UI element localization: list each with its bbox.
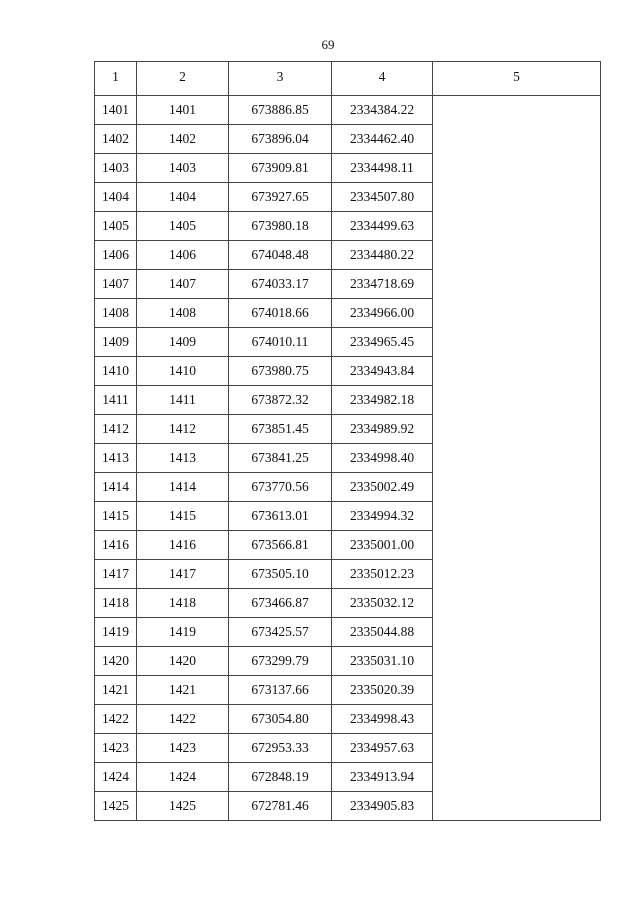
cell-point-id: 1421 [137,676,229,705]
cell-coordinate-x: 673927.65 [229,183,332,212]
cell-coordinate-y: 2335044.88 [332,618,433,647]
cell-point-id: 1417 [137,560,229,589]
cell-coordinate-x: 673980.18 [229,212,332,241]
cell-coordinate-x: 674033.17 [229,270,332,299]
cell-point-id: 1423 [137,734,229,763]
cell-point-number: 1408 [95,299,137,328]
cell-coordinate-x: 673137.66 [229,676,332,705]
cell-point-number: 1407 [95,270,137,299]
table-body [95,96,601,821]
cell-point-id: 1414 [137,473,229,502]
cell-point-id: 1401 [137,96,229,125]
cell-point-id: 1411 [137,386,229,415]
cell-point-id: 1419 [137,618,229,647]
cell-point-number: 1409 [95,328,137,357]
cell-coordinate-y: 2334998.40 [332,444,433,473]
cell-point-number: 1401 [95,96,137,125]
cell-coordinate-x: 672953.33 [229,734,332,763]
cell-point-id: 1406 [137,241,229,270]
cell-point-number: 1418 [95,589,137,618]
cell-point-id: 1413 [137,444,229,473]
cell-coordinate-x: 674018.66 [229,299,332,328]
cell-coordinate-y: 2335020.39 [332,676,433,705]
cell-coordinate-x: 673425.57 [229,618,332,647]
cell-coordinate-y: 2334994.32 [332,502,433,531]
cell-coordinate-y: 2335002.49 [332,473,433,502]
page-number: 69 [321,37,335,52]
cell-coordinate-y: 2334384.22 [332,96,433,125]
cell-coordinate-y: 2335012.23 [332,560,433,589]
cell-point-number: 1425 [95,792,137,821]
cell-coordinate-y: 2334982.18 [332,386,433,415]
cell-point-number: 1416 [95,531,137,560]
cell-coordinate-x: 673566.81 [229,531,332,560]
cell-point-id: 1418 [137,589,229,618]
cell-point-number: 1403 [95,154,137,183]
cell-coordinate-y: 2334998.43 [332,705,433,734]
cell-point-id: 1412 [137,415,229,444]
column-header-2: 2 [137,62,229,96]
cell-point-number: 1406 [95,241,137,270]
cell-coordinate-x: 673054.80 [229,705,332,734]
cell-point-id: 1420 [137,647,229,676]
cell-coordinate-x: 672781.46 [229,792,332,821]
cell-point-number: 1423 [95,734,137,763]
cell-point-number: 1417 [95,560,137,589]
cell-point-id: 1408 [137,299,229,328]
cell-point-number: 1415 [95,502,137,531]
cell-point-id: 1410 [137,357,229,386]
cell-point-id: 1402 [137,125,229,154]
cell-point-id: 1407 [137,270,229,299]
cell-point-id: 1404 [137,183,229,212]
cell-coordinate-y: 2334718.69 [332,270,433,299]
cell-coordinate-x: 673886.85 [229,96,332,125]
cell-coordinate-x: 673466.87 [229,589,332,618]
cell-point-id: 1424 [137,763,229,792]
cell-coordinate-y: 2334462.40 [332,125,433,154]
cell-coordinate-y: 2334989.92 [332,415,433,444]
cell-point-number: 1412 [95,415,137,444]
column-header-5: 5 [433,62,601,96]
cell-point-id: 1425 [137,792,229,821]
cell-point-number: 1413 [95,444,137,473]
cell-coordinate-x: 673909.81 [229,154,332,183]
cell-point-id: 1409 [137,328,229,357]
coordinates-table [94,61,601,821]
header-row [95,62,601,96]
cell-coordinate-y: 2334957.63 [332,734,433,763]
cell-coordinate-y: 2334498.11 [332,154,433,183]
cell-coordinate-x: 672848.19 [229,763,332,792]
cell-coordinate-y: 2334966.00 [332,299,433,328]
cell-point-number: 1404 [95,183,137,212]
cell-coordinate-y: 2335032.12 [332,589,433,618]
cell-coordinate-y: 2335001.00 [332,531,433,560]
table-row [95,96,601,125]
cell-point-number: 1419 [95,618,137,647]
cell-point-number: 1424 [95,763,137,792]
cell-coordinate-x: 673980.75 [229,357,332,386]
cell-point-id: 1416 [137,531,229,560]
cell-point-number: 1402 [95,125,137,154]
cell-coordinate-x: 673851.45 [229,415,332,444]
cell-coordinate-y: 2334480.22 [332,241,433,270]
column-header-4: 4 [332,62,433,96]
column-header-1: 1 [95,62,137,96]
cell-coordinate-x: 674048.48 [229,241,332,270]
cell-coordinate-x: 673896.04 [229,125,332,154]
cell-coordinate-y: 2335031.10 [332,647,433,676]
cell-point-number: 1411 [95,386,137,415]
cell-point-number: 1420 [95,647,137,676]
cell-coordinate-y: 2334965.45 [332,328,433,357]
cell-point-number: 1422 [95,705,137,734]
cell-coordinate-x: 673770.56 [229,473,332,502]
cell-point-id: 1405 [137,212,229,241]
cell-coordinate-x: 673299.79 [229,647,332,676]
cell-point-number: 1410 [95,357,137,386]
cell-coordinate-y: 2334905.83 [332,792,433,821]
cell-coordinate-y: 2334499.63 [332,212,433,241]
cell-coordinate-x: 673841.25 [229,444,332,473]
cell-coordinate-y: 2334943.84 [332,357,433,386]
cell-point-id: 1415 [137,502,229,531]
cell-point-id: 1422 [137,705,229,734]
table-header [95,62,601,96]
cell-coordinate-x: 674010.11 [229,328,332,357]
cell-coordinate-x: 673505.10 [229,560,332,589]
column-header-3: 3 [229,62,332,96]
cell-coordinate-x: 673872.32 [229,386,332,415]
cell-coordinate-x: 673613.01 [229,502,332,531]
cell-notes-column [433,96,601,821]
cell-point-id: 1403 [137,154,229,183]
cell-coordinate-y: 2334507.80 [332,183,433,212]
cell-point-number: 1405 [95,212,137,241]
cell-coordinate-y: 2334913.94 [332,763,433,792]
cell-point-number: 1414 [95,473,137,502]
cell-point-number: 1421 [95,676,137,705]
